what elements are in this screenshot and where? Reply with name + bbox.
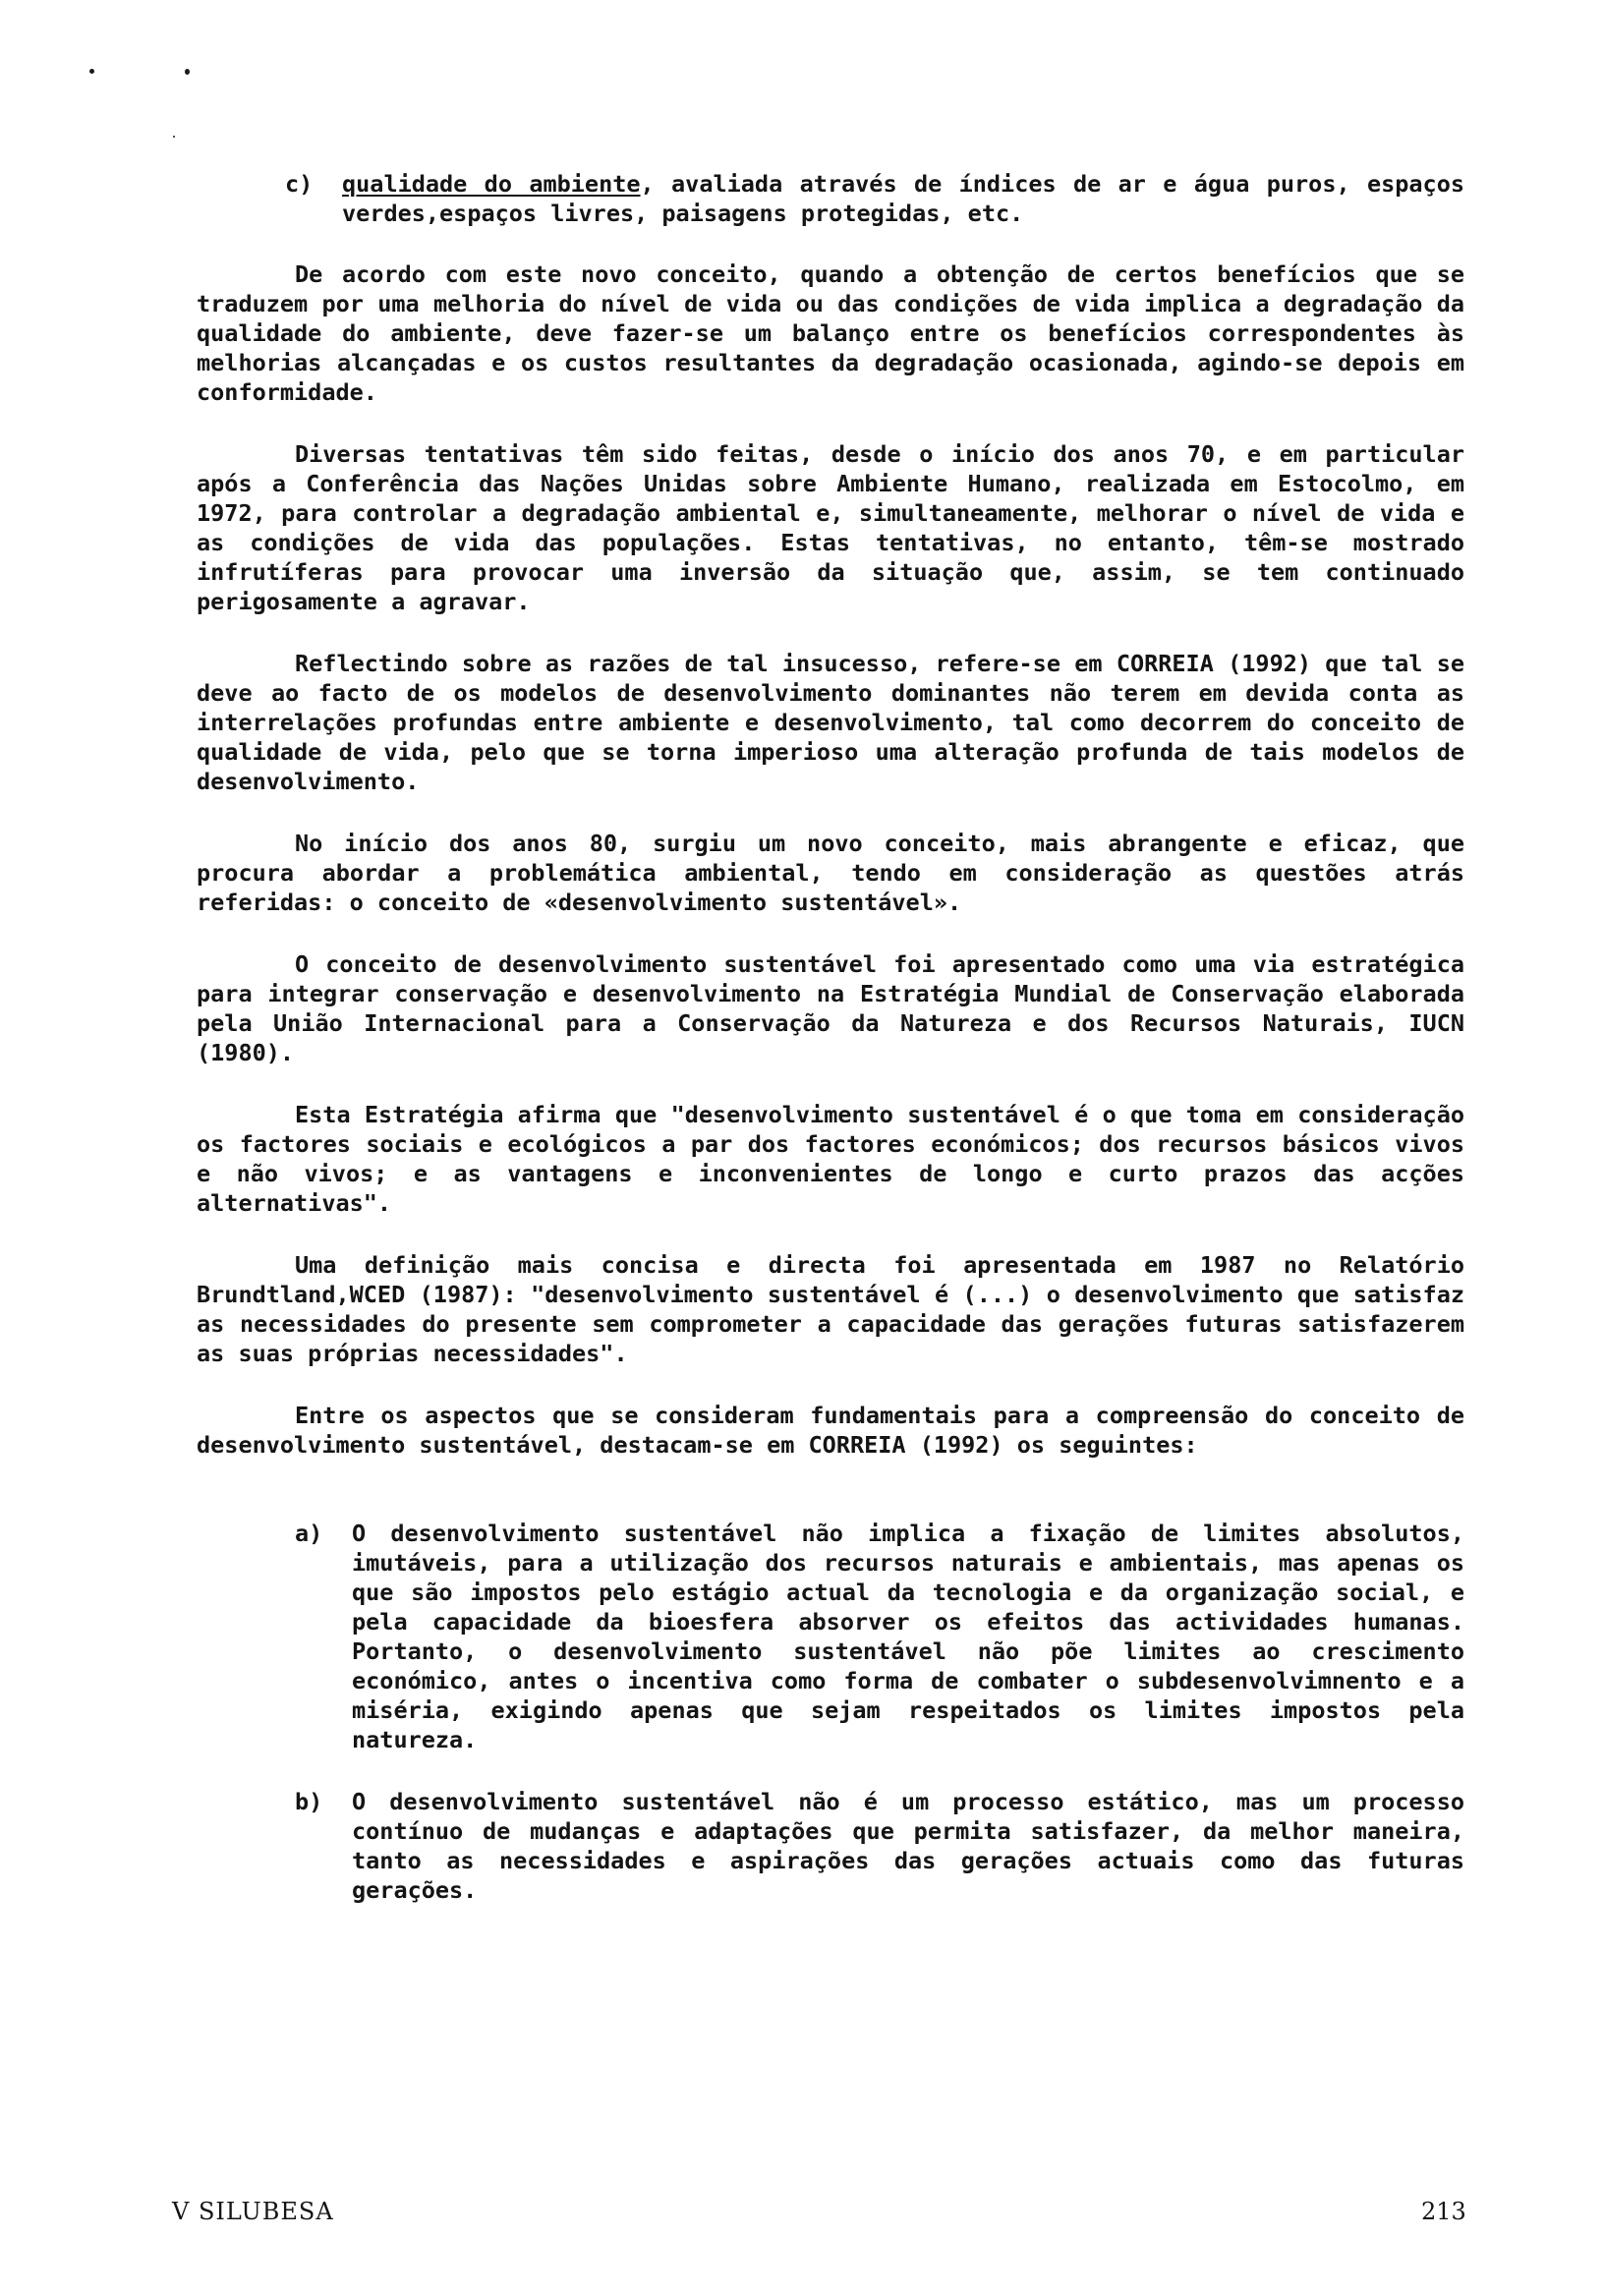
list-marker: c) — [285, 170, 314, 198]
list-item-text: O desenvolvimento sustentável não é um processo estático, mas um processo contínuo de mudanças e adaptações que permita satisfazer, da melhor maneira, tanto as necessidades e aspirações das gerações actuais como das futuras gerações. — [352, 1788, 1464, 1904]
paragraph: De acordo com este novo conceito, quando a obtenção de certos benefícios que se traduzem por uma melhoria do nível de vida ou das condições de vida implica a degradação da qualidade do ambiente, deve fazer-se um balanço entre os benefícios correspondentes às melhorias alcançadas e os custos resultantes da degradação ocasionada, agindo-se depois em conformidade. — [197, 260, 1464, 406]
paragraph: No início dos anos 80, surgiu um novo conceito, mais abrangente e eficaz, que procura abordar a problemática ambiental, tendo em consideração as questões atrás referidas: o conceito de «desenvolvimento sustentável». — [197, 830, 1464, 916]
paragraph: Uma definição mais concisa e directa foi apresentada em 1987 no Relatório Brundtland,WCED (1987): "desenvolvimento sustentável é (...) o desenvolvimento que satisfaz as necessidades do presente sem comprometer a capacidade das gerações futuras satisfazerem as suas próprias necessidades". — [197, 1251, 1464, 1367]
paragraph: Reflectindo sobre as razões de tal insucesso, refere-se em CORREIA (1992) que tal se deve ao facto de os modelos de desenvolvimento dominantes não terem em devida conta as interrelações profundas entre ambiente e desenvolvimento, tal como decorrem do conceito de qualidade de vida, pelo que se torna imperioso uma alteração profunda de tais modelos de desenvolvimento. — [197, 650, 1464, 795]
list-item-rest: , avaliada através de índices de ar e água puros, espaços verdes,espaços livres, paisagens protegidas, etc. — [342, 170, 1464, 227]
paragraph: Esta Estratégia afirma que "desenvolvimento sustentável é o que toma em consideração os factores sociais e ecológicos a par dos factores económicos; dos recursos básicos vivos e não vivos; e as vantagens e inconvenientes de longo e curto prazos das acções alternativas". — [197, 1101, 1464, 1217]
page-number: 213 — [1421, 2198, 1466, 2225]
list-item-a — [295, 1519, 1464, 1754]
paragraph: O conceito de desenvolvimento sustentável foi apresentado como uma via estratégica para integrar conservação e desenvolvimento na Estratégia Mundial de Conservação elaborada pela União Internacional para a Conservação da Natureza e dos Recursos Naturais, IUCN (1980). — [197, 950, 1464, 1066]
list-marker: a) — [295, 1520, 323, 1547]
paragraph: Entre os aspectos que se consideram fundamentais para a compreensão do conceito de desenvolvimento sustentável, destacam-se em CORREIA (1992) os seguintes: — [197, 1402, 1464, 1459]
list-item-text: O desenvolvimento sustentável não implica a fixação de limites absolutos, imutáveis, para a utilização dos recursos naturais e ambientais, mas apenas os que são impostos pelo estágio actual da tecnologia e da organização social, e pela capacidade da bioesfera absorver os efeitos das actividades humanas. Portanto, o desenvolvimento sustentável não põe limites ao crescimento económico, antes o incentiva como forma de combater o subdesenvolvimnento e a miséria, exigindo apenas que sejam respeitados os limites impostos pela natureza. — [352, 1520, 1464, 1753]
scan-speck — [89, 69, 94, 74]
scan-speck — [185, 69, 190, 75]
list-marker: b) — [295, 1788, 323, 1815]
footer-conference-name: V SILUBESA — [172, 2198, 334, 2225]
paragraph: Diversas tentativas têm sido feitas, desde o início dos anos 70, e em particular após a Conferência das Nações Unidas sobre Ambiente Humano, realizada em Estocolmo, em 1972, para controlar a degradação ambiental e, simultaneamente, melhorar o nível de vida e as condições de vida das populações. Estas tentativas, no entanto, têm-se mostrado infrutíferas para provocar uma inversão da situação que, assim, se tem continuado perigosamente a agravar. — [197, 440, 1464, 615]
document-body — [197, 169, 1464, 1937]
list-item-c — [285, 169, 1464, 228]
list-item-text — [342, 169, 1464, 228]
underlined-term: qualidade do ambiente — [342, 170, 641, 198]
scan-speck — [173, 136, 175, 138]
list-item-b — [295, 1787, 1464, 1905]
aspects-list — [295, 1519, 1464, 1905]
